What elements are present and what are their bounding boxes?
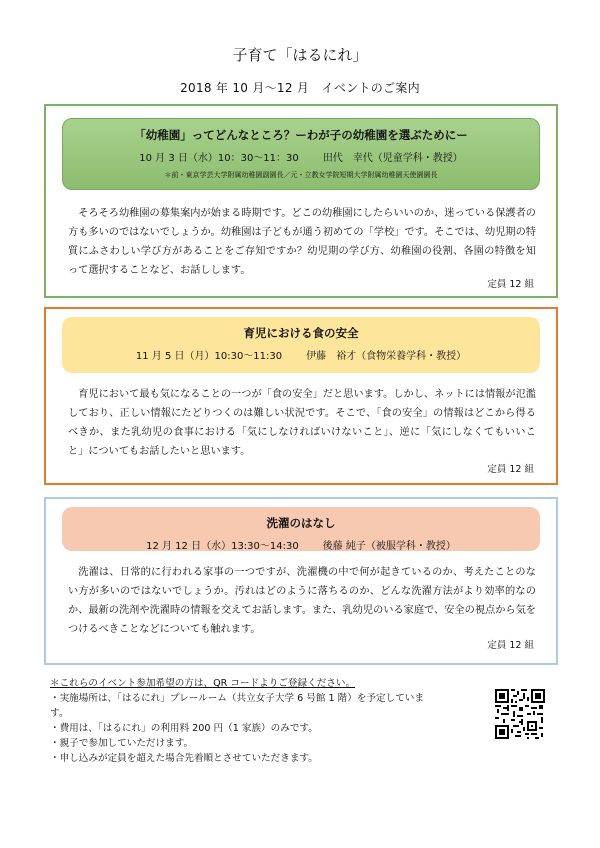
event-box-laundry (44, 497, 558, 665)
page-subtitle: 2018 年 10 月～12 月 イベントのご案内 (180, 81, 420, 95)
event-datetime-row (63, 149, 539, 164)
event-header (62, 317, 540, 373)
note-item-venue: ・実施場所は、「はるにれ」プレールーム（共立女子大学 6 号館 1 階）を予定しています。 (50, 693, 424, 719)
event-date: 12 月 12 日（水）13:30～14:30 (146, 541, 299, 552)
event-datetime-row (62, 537, 540, 552)
note-item-first-come: ・申し込みが定員を超えた場合先着順とさせていただきます。 (50, 753, 318, 764)
note-item-family: ・親子で参加していただけます。 (50, 738, 194, 749)
event-description: 育児において最も気になることの一つが「食の安全」だと思います。しかし、ネットには情報が氾濫しており、正しい情報にたどりつくのは難しい状況です。そこで、「食の安全」の情報はどこから得るべきか、また乳幼児の食事における「気にしなければいけないこと」、逆に「気にしなくてもいいこと」についてもお話したいと思います。 (68, 389, 536, 457)
event-box-kindergarten (44, 104, 558, 298)
event-capacity: 定員 12 組 (487, 279, 534, 290)
note-item-fee: ・費用は、「はるにれ」の利用料 200 円（1 家族）のみです。 (50, 723, 318, 734)
event-date: 10 月 3 日（水）10：30～11：30 (139, 153, 299, 164)
event-title: 育児における食の安全 (243, 326, 359, 340)
event-title: 洗濯のはなし (266, 516, 336, 530)
event-description: 洗濯は、日常的に行われる家事の一つですが、洗濯機の中で何が起きているのか、考えたことのない方が多いのではないでしょうか。汚れはどのように落ちるのか、どんな洗濯方法がより効率的なのか、最新の洗剤や洗濯時の情報を交えてお話します。また、乳幼児のいる家庭で、安全の視点から気をつけるべきことなどについても触れます。 (68, 567, 536, 635)
event-speaker: 後藤 純子（被服学科・教授） (322, 541, 456, 552)
event-title: 「幼稚園」ってどんなところ？ーわが子の幼稚園を選ぶためにー (134, 128, 468, 142)
event-box-food-safety (44, 307, 558, 485)
qr-code-icon[interactable] (495, 689, 545, 739)
event-capacity: 定員 12 組 (487, 464, 534, 475)
event-speaker: 田代 幸代（児童学科・教授） (322, 153, 463, 164)
event-speaker: 伊藤 裕才（食物栄養学科・教授） (306, 351, 467, 362)
speaker-note: ＊前・東京学芸大学附属幼稚園副園長／元・立教女学院短期大学附属幼稚園天使園園長 (164, 171, 438, 179)
event-date: 11 月 5 日（月）10:30～11:30 (135, 351, 283, 362)
registration-notes (50, 676, 430, 766)
event-header (62, 118, 540, 190)
event-description: そろそろ幼稚園の募集案内が始まる時期です。どこの幼稚園にしたらいいのか、迷っている保護者の方も多いのではないでしょうか。幼稚園は子どもが通う初めての「学校」です。そこでは、幼児期の特質にふさわしい学び方があることをご存知ですか？幼児期の学び方、幼稚園の役割、各園の特徴を知って選択することなど、お話しします。 (68, 208, 536, 276)
page-title: 子育て「はるにれ」 (232, 46, 368, 64)
notes-lead: ＊これらのイベント参加希望の方は、QR コードよりご登録ください。 (50, 678, 356, 689)
event-capacity: 定員 12 組 (487, 640, 534, 651)
event-datetime-row (62, 347, 540, 362)
event-header (62, 507, 540, 551)
